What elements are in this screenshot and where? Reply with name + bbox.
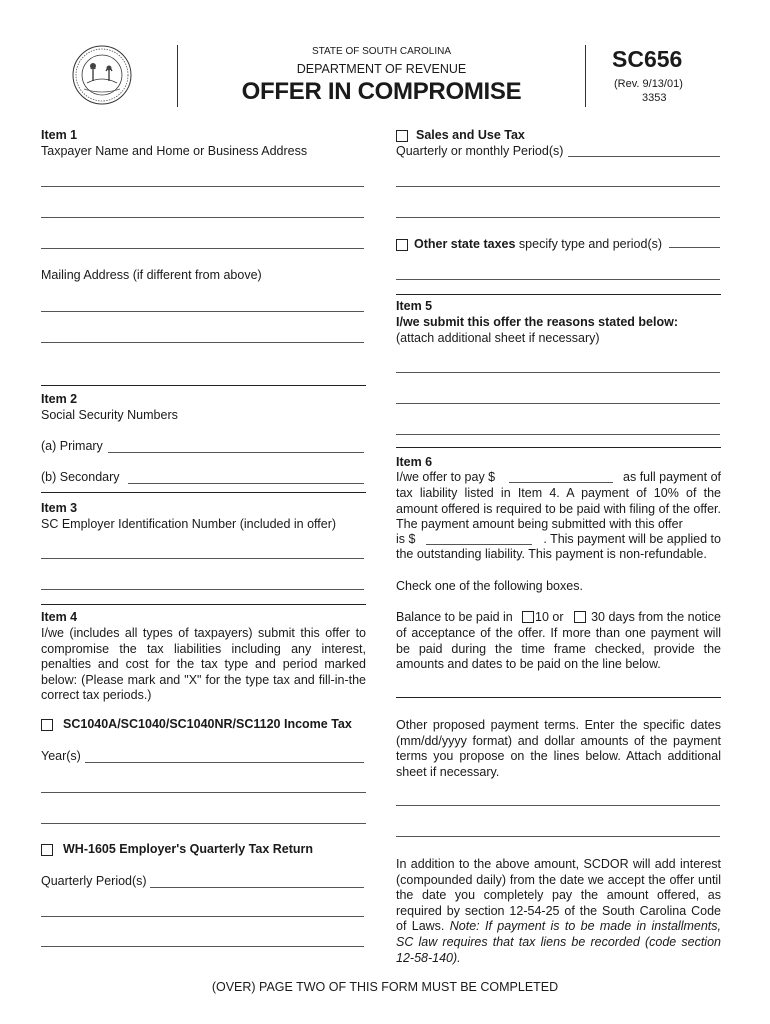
income-tax-label: SC1040A/SC1040/SC1040NR/SC1120 Income Tax [63,717,352,731]
item4-label: Item 4 [41,610,78,624]
terms-line-1[interactable] [396,805,720,806]
item2-separator [41,492,366,493]
thirty-days-label: 30 days from the notice [591,610,721,624]
wh1605-checkbox[interactable] [41,844,53,856]
sales-period-label: Quarterly or monthly Period(s) [396,144,564,158]
department-name: DEPARTMENT OF REVENUE [296,62,467,76]
header-right-divider [585,45,586,107]
years-field[interactable] [85,762,364,763]
ein-line-1[interactable] [41,558,364,559]
other-taxes-rest: specify type and period(s) [515,237,663,251]
reasons-line-3[interactable] [396,434,720,435]
years-line-2[interactable] [41,792,366,793]
years-line-3[interactable] [41,823,366,824]
other-taxes-separator [396,294,721,295]
mailing-line-2[interactable] [41,342,364,343]
secondary-ssn-label: (b) Secondary [41,470,120,484]
footer-note: (OVER) PAGE TWO OF THIS FORM MUST BE COMPLETED [211,980,559,994]
item6-label: Item 6 [396,455,433,469]
seal-icon [72,45,132,105]
income-tax-checkbox[interactable] [41,719,53,731]
mailing-address-label: Mailing Address (if different from above) [41,268,262,282]
primary-ssn-label: (a) Primary [41,439,103,453]
other-taxes-field[interactable] [669,247,720,248]
mailing-line-1[interactable] [41,311,364,312]
address-line-2[interactable] [41,217,364,218]
ten-days-label: 10 or [535,610,564,624]
quarterly-line-3[interactable] [41,946,364,947]
years-label: Year(s) [41,749,81,763]
submitted-amount-label: is $ [396,532,416,546]
check-one-label: Check one of the following boxes. [396,579,583,593]
item1-separator [41,385,366,386]
ein-line-2[interactable] [41,589,364,590]
taxpayer-name-label: Taxpayer Name and Home or Business Address [41,144,308,158]
secondary-ssn-field[interactable] [128,483,364,484]
item3-label: Item 3 [41,501,78,515]
item4-text: I/we (includes all types of taxpayers) submit this offer to compromise the tax liabilities including any interest, penalties and cost for the tax type and period marked below: (Please mark and "X" for the type tax and fill-in-the correct tax periods.) [41,626,366,703]
primary-ssn-field[interactable] [108,452,364,453]
sales-tax-checkbox[interactable] [396,130,408,142]
state-seal [72,45,132,105]
other-terms-text: Other proposed payment terms. Enter the specific dates (mm/dd/yyyy format) and dollar amounts of the payment terms you propose on the lines below. Attach additional sheet if necessary. [396,718,721,779]
ssn-label: Social Security Numbers [41,408,178,422]
balance-amount-line[interactable] [396,697,721,698]
state-name: STATE OF SOUTH CAROLINA [311,46,452,57]
offer-amount-field[interactable] [509,482,613,483]
other-taxes-checkbox[interactable] [396,239,408,251]
other-taxes-label: Other state taxes [414,237,516,251]
submitted-amount-field[interactable] [426,544,532,545]
item3-separator [41,604,366,605]
item5-heading: I/we submit this offer the reasons stated below: [396,315,678,329]
sales-line-3[interactable] [396,217,720,218]
item5-separator [396,447,721,448]
sales-line-2[interactable] [396,186,720,187]
offer-full-payment: as full payment of [623,470,721,484]
terms-line-2[interactable] [396,836,720,837]
other-taxes-text [414,237,662,253]
address-line-3[interactable] [41,248,364,249]
submitted-applied-text: . This payment will be applied to [543,532,721,546]
address-line-1[interactable] [41,186,364,187]
quarterly-period-field[interactable] [150,887,364,888]
ten-days-checkbox[interactable] [522,611,534,623]
offer-pay-label: I/we offer to pay $ [396,470,496,484]
interest-body: In addition to the above amount, SCDOR will add interest (compounded daily) from the date we accept the offer until the date you completely pay the amount offered, as required by section 12-54-25 of the South Carolina Code of Laws. [396,857,721,934]
offer-payment-text: tax liability listed in Item 4. A payment of 10% of the amount offered is required to be paid with filing of the offer. The payment amount being submitted with this offer [396,486,721,532]
item2-label: Item 2 [41,392,78,406]
installment-note: Note: If payment is to be made in installments, SC law requires that tax liens be recorded (code section 12-58-140). [396,919,722,965]
form-code: 3353 [642,92,667,104]
other-taxes-line-2[interactable] [396,279,720,280]
reasons-line-2[interactable] [396,403,720,404]
quarterly-period-label: Quarterly Period(s) [41,874,147,888]
sales-period-field[interactable] [568,156,720,157]
interest-text [396,857,721,966]
form-revision: (Rev. 9/13/01) [614,78,683,90]
wh1605-label: WH-1605 Employer's Quarterly Tax Return [63,842,314,856]
balance-label: Balance to be paid in [396,610,513,624]
item1-label: Item 1 [41,128,78,142]
item5-label: Item 5 [396,299,433,313]
quarterly-line-2[interactable] [41,916,364,917]
sales-tax-label: Sales and Use Tax [416,128,525,142]
item5-note: (attach additional sheet if necessary) [396,331,600,345]
thirty-days-checkbox[interactable] [574,611,586,623]
reasons-line-1[interactable] [396,372,720,373]
form-number: SC656 [612,46,683,72]
balance-terms-text: of acceptance of the offer. If more than one payment will be paid during the time frame checked, provide the amounts and dates to be paid on the line below. [396,626,721,672]
ein-label: SC Employer Identification Number (included in offer) [41,517,337,531]
non-refundable-text: the outstanding liability. This payment is non-refundable. [396,547,707,561]
form-title: OFFER IN COMPROMISE [241,78,522,105]
